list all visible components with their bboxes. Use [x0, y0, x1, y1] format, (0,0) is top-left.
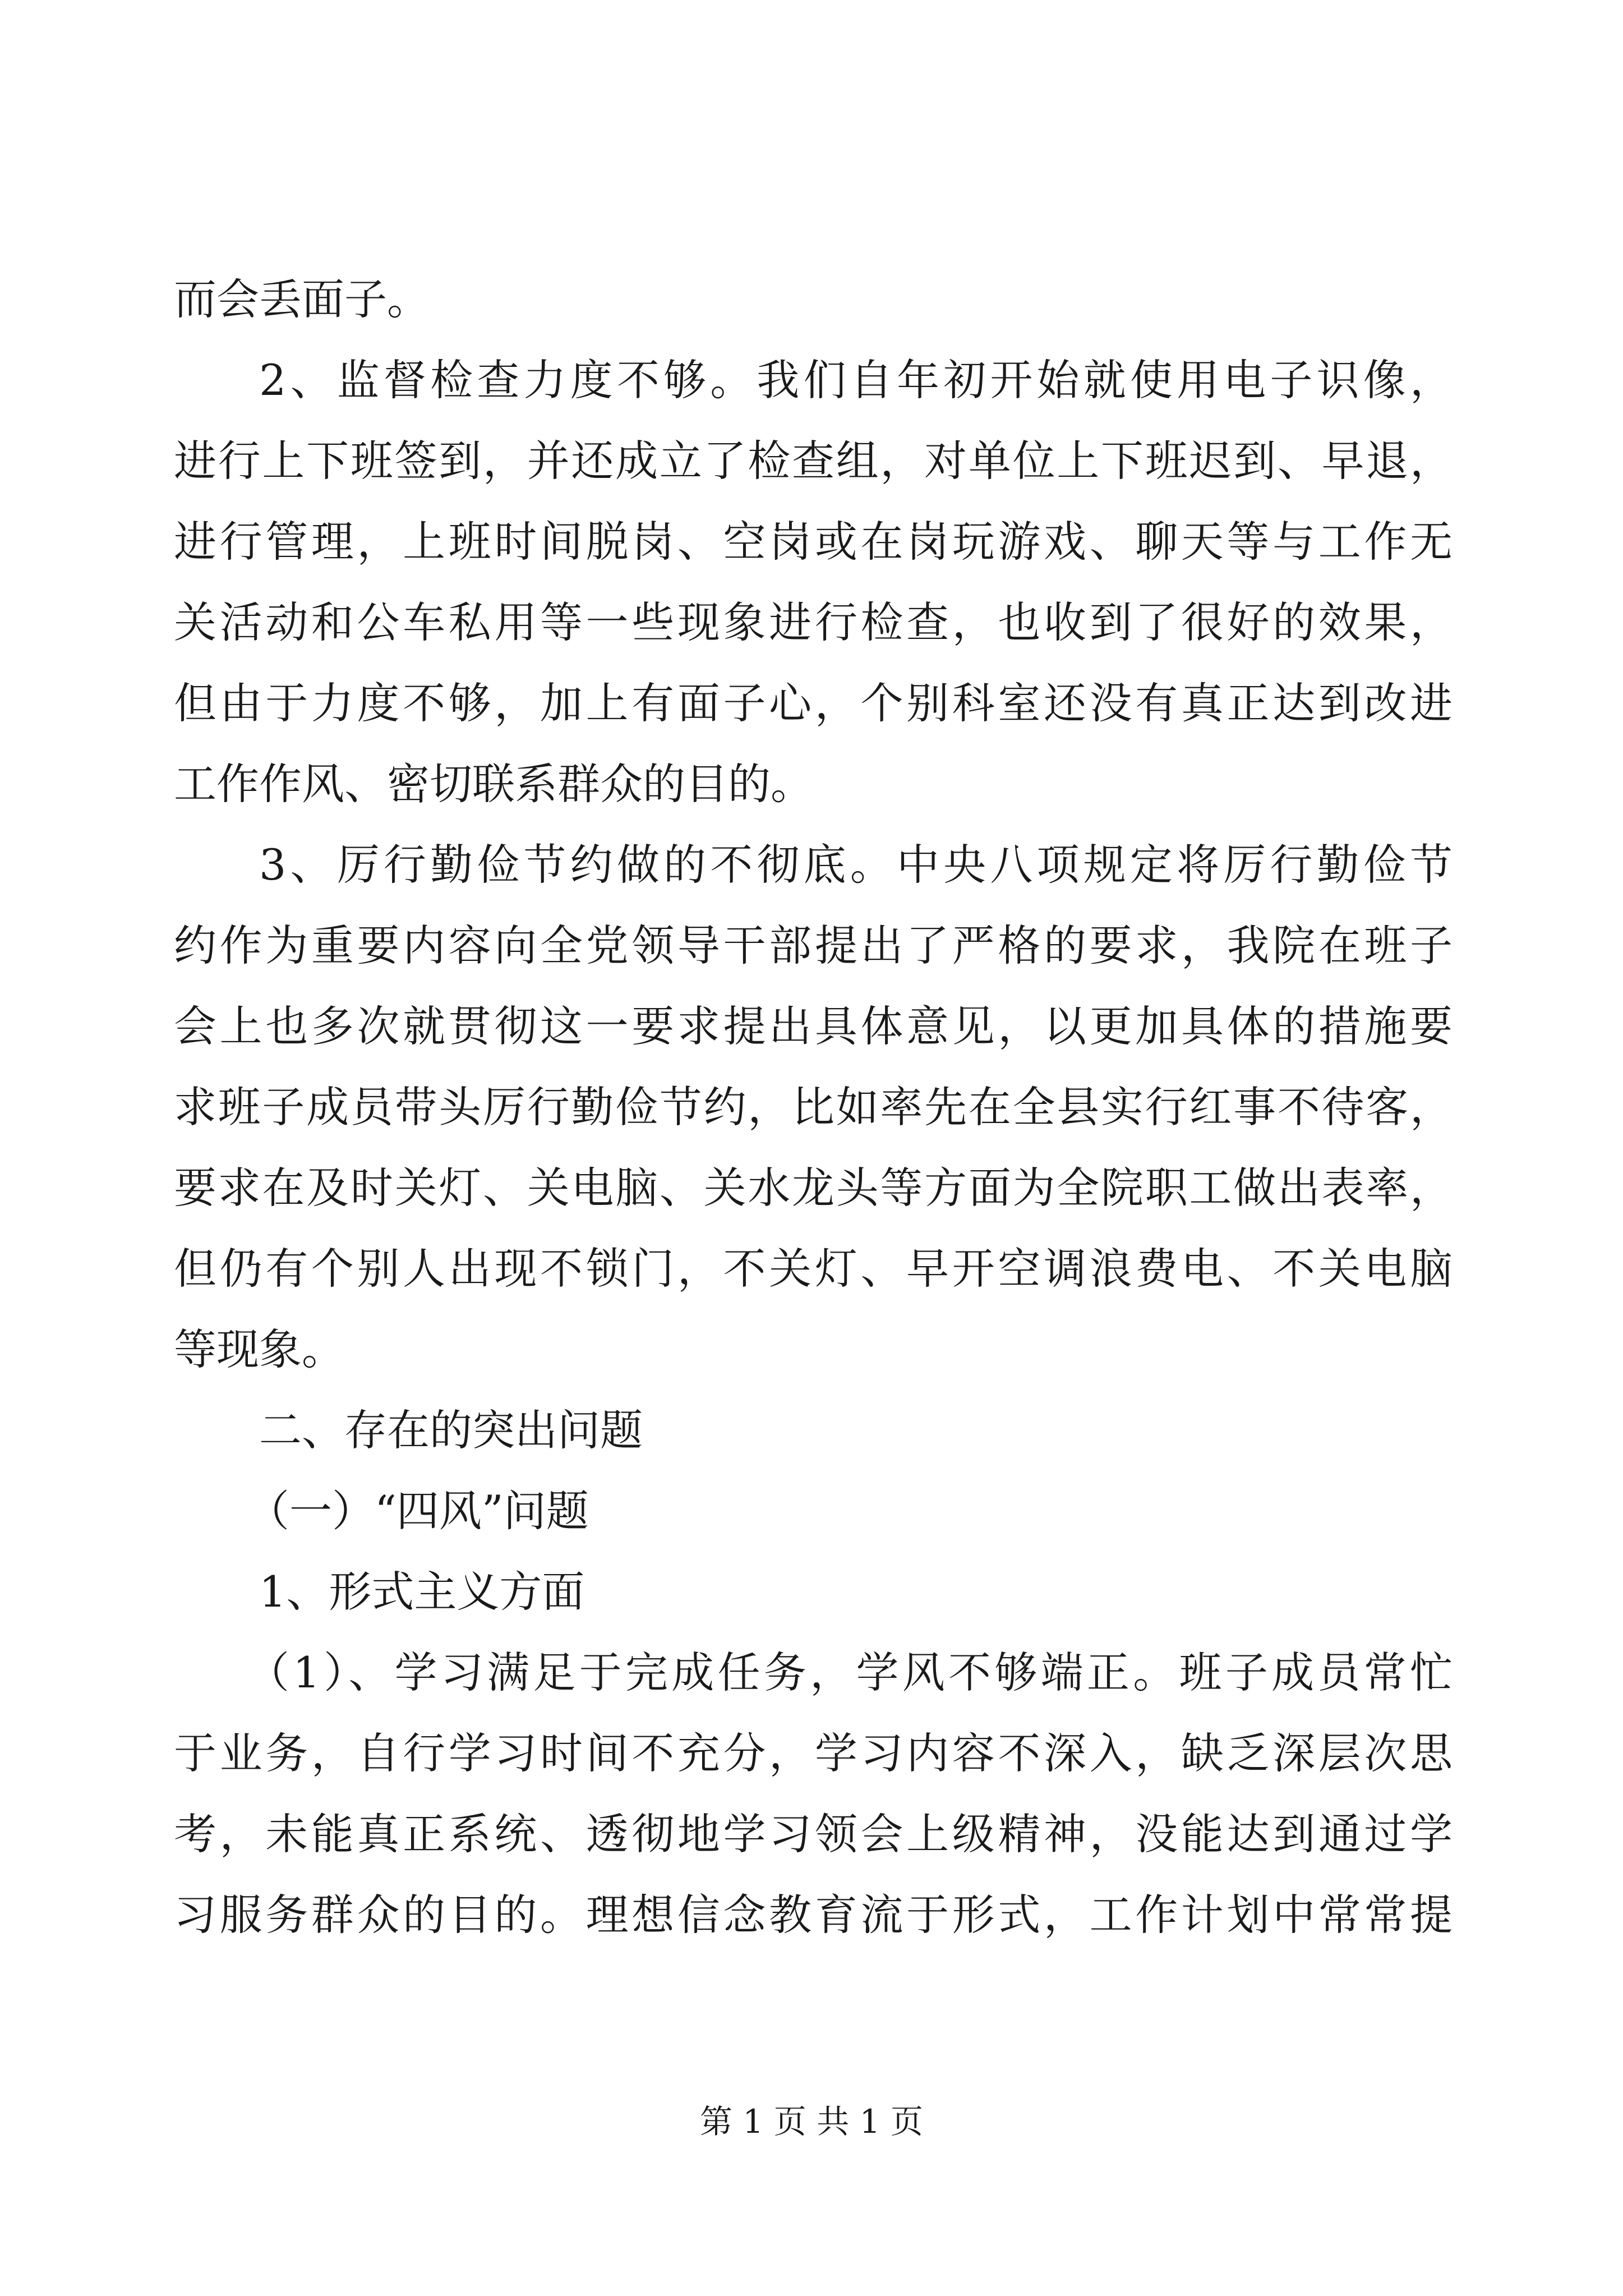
- paragraph-line: 会上也多次就贯彻这一要求提出具体意见，以更加具体的措施要: [174, 1001, 1453, 1051]
- paragraph-line: 工作作风、密切联系群众的目的。: [174, 759, 813, 809]
- paragraph-line: 于业务，自行学习时间不充分，学习内容不深入，缺乏深层次思: [174, 1728, 1453, 1778]
- section-heading: 二、存在的突出问题: [259, 1405, 643, 1455]
- paragraph-line: 求班子成员带头厉行勤俭节约，比如率先在全县实行红事不待客，: [174, 1082, 1453, 1132]
- paragraph-line: 关活动和公车私用等一些现象进行检查，也收到了很好的效果，: [174, 597, 1453, 647]
- paragraph-line: 要求在及时关灯、关电脑、关水龙头等方面为全院职工做出表率，: [174, 1163, 1453, 1213]
- paragraph-line: （1）、学习满足于完成任务，学风不够端正。班子成员常忙: [247, 1648, 1453, 1697]
- item-heading: 1、形式主义方面: [259, 1567, 585, 1617]
- subsection-heading: （一）“四风”问题: [247, 1486, 589, 1536]
- paragraph-line: 但由于力度不够，加上有面子心，个别科室还没有真正达到改进: [174, 678, 1453, 728]
- paragraph-line: 但仍有个别人出现不锁门，不关灯、早开空调浪费电、不关电脑: [174, 1244, 1453, 1294]
- paragraph-line: 等现象。: [174, 1324, 344, 1374]
- paragraph-line: 而会丢面子。: [174, 274, 430, 324]
- paragraph-line: 约作为重要内容向全党领导干部提出了严格的要求，我院在班子: [174, 921, 1453, 970]
- paragraph-line: 进行管理，上班时间脱岗、空岗或在岗玩游戏、聊天等与工作无: [174, 517, 1453, 567]
- paragraph-line: 进行上下班签到，并还成立了检查组，对单位上下班迟到、早退，: [174, 436, 1453, 486]
- page-number-footer: 第 1 页 共 1 页: [700, 2102, 923, 2141]
- paragraph-line: 考，未能真正系统、透彻地学习领会上级精神，没能达到通过学: [174, 1809, 1453, 1859]
- paragraph-line: 习服务群众的目的。理想信念教育流于形式，工作计划中常常提: [174, 1890, 1453, 1940]
- paragraph-line: 2、监督检查力度不够。我们自年初开始就使用电子识像，: [259, 355, 1453, 405]
- paragraph-line: 3、厉行勤俭节约做的不彻底。中央八项规定将厉行勤俭节: [259, 840, 1453, 890]
